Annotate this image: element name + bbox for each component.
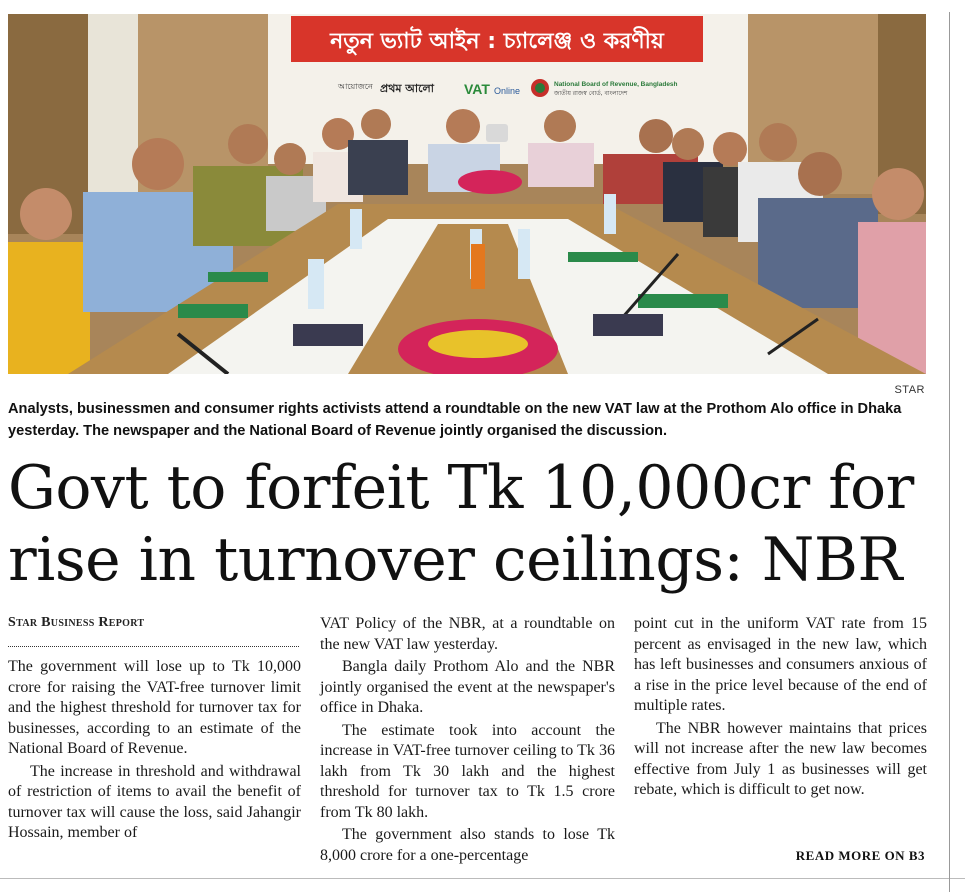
vat-online-logo-a: VAT (464, 81, 490, 97)
page-edge-divider (949, 12, 950, 892)
headline-line-1: Govt to forfeit Tk 10,000cr for (8, 453, 914, 523)
prothom-alo-logo: প্রথম আলো (380, 82, 434, 95)
headline-line-2: rise in turnover ceilings: NBR (8, 525, 903, 595)
photo-credit: STAR (894, 384, 925, 396)
nbr-seal-inner (535, 83, 545, 93)
article-column-1 (8, 657, 301, 844)
headline (8, 452, 938, 596)
tissue-box (593, 314, 663, 336)
byline-divider (8, 646, 299, 647)
flower-yellow (428, 330, 528, 358)
paragraph: point cut in the uniform VAT rate from 15 percent as envisaged in the new law, which has left businesses and consumers anxious of a rise in the price level because of the end of multiple rates. (634, 615, 927, 714)
photo-caption: Analysts, businessmen and consumer rights activists attend a roundtable on the new VAT law at the Prothom Alo office in Dhaka yesterday. The newspaper and the National Board of Revenue jointly organised the discussion. (8, 401, 902, 439)
nbr-logo-line1: National Board of Revenue, Bangladesh (554, 81, 678, 88)
banner-sponsor-label: আয়োজনে (338, 82, 373, 91)
flower-arrangement-back (458, 170, 522, 194)
folder (638, 294, 728, 308)
banner-title: নতুন ভ্যাট আইন : চ্যালেঞ্জ ও করণীয় (330, 29, 664, 54)
paragraph: The estimate took into account the increase in VAT-free turnover ceiling to Tk 36 lakh from Tk 30 lakh and the highest threshold for turnover tax to Tk 1.5 crore from Tk 80 lakh. (320, 721, 615, 821)
paragraph: VAT Policy of the NBR, at a roundtable on the new VAT law yesterday. (320, 615, 615, 653)
paragraph: The government will lose up to Tk 10,000 crore for raising the VAT-free turnover limit and the highest threshold for turnover tax for businesses, according to an estimate of the National Board of Revenue. (8, 658, 301, 757)
photo-illustration (8, 14, 926, 374)
folder (178, 304, 248, 318)
roundtable-photo (8, 14, 926, 374)
folder (568, 252, 638, 262)
folder (208, 272, 268, 282)
article-column-2 (320, 614, 615, 866)
bottom-divider (0, 878, 965, 879)
paragraph: Bangla daily Prothom Alo and the NBR jointly organised the event at the newspaper's office in Dhaka. (320, 658, 615, 716)
paragraph: The government also stands to lose Tk 8,000 crore for a one-percentage (320, 826, 615, 864)
byline: Star Business Report (8, 615, 145, 630)
juice-bottle (471, 244, 485, 289)
paragraph: The NBR however maintains that prices will not increase after the new law becomes effective from July 1 as businesses will get rebate, which is difficult to get now. (634, 719, 927, 798)
article-column-3 (634, 614, 927, 801)
paragraph: The increase in threshold and withdrawal of restriction of items to avail the benefit of turnover tax will cause the loss, said Jahangir Hossain, member of (8, 762, 301, 841)
nbr-logo-line2: জাতীয় রাজস্ব বোর্ড, বাংলাদেশ (554, 90, 628, 97)
tissue-box (293, 324, 363, 346)
window (88, 14, 138, 194)
read-more-link[interactable]: READ MORE ON B3 (795, 848, 925, 863)
vat-online-logo-b: Online (494, 86, 521, 96)
camera-icon (486, 124, 508, 142)
